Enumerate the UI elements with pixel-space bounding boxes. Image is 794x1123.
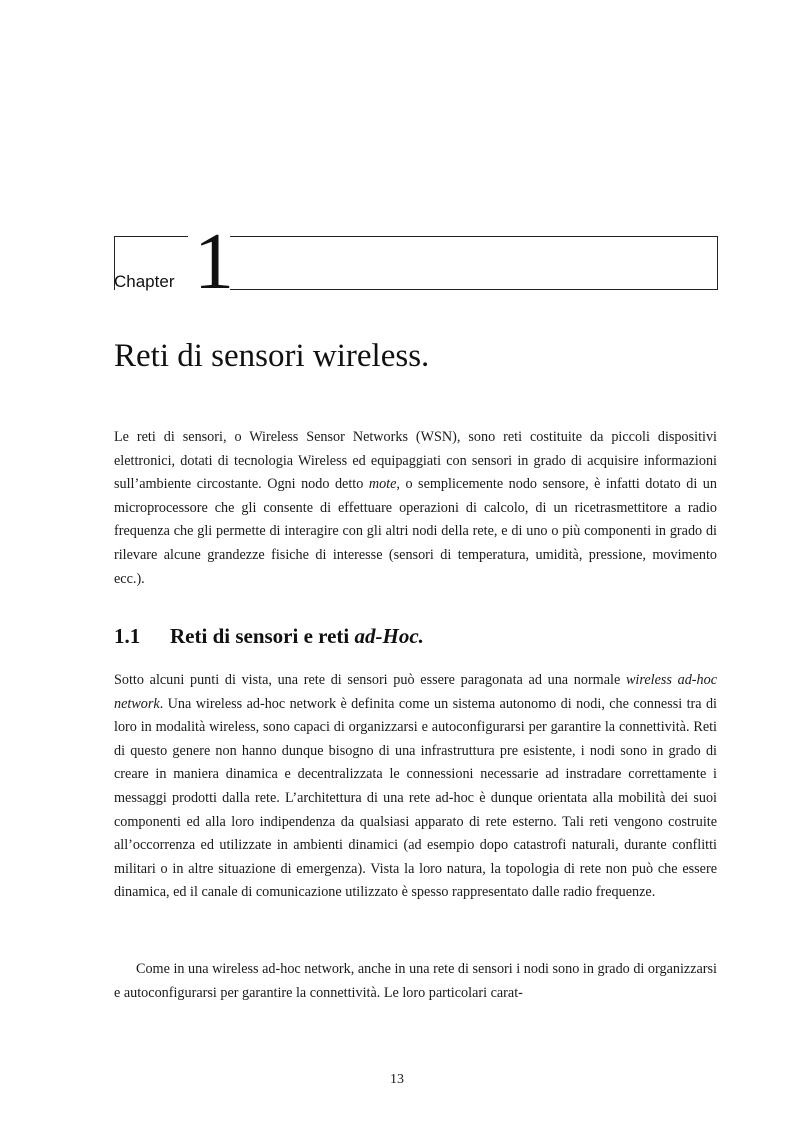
body-paragraph-2: Come in una wireless ad-hoc network, anche in una rete di sensori i nodi sono in grado di organizzarsi e autoconfigurarsi per garantire la connettività. Le loro particolari carat- [114, 961, 717, 1001]
intro-text-part1: Le reti di sensori, o Wireless Sensor Networks (WSN), sono reti costituite da piccoli dispositivi elettronici, dotati di tecnologia Wireless ed equipaggiati con sensori in grado di acquisire informazioni sull’ambiente circostante. Ogni nodo detto [114, 429, 717, 493]
para2-text-part2: . Una wireless ad-hoc network è definita come un sistema autonomo di nodi, che connessi tra di loro in modalità wireless, sono capaci di organizzarsi e autoconfigurarsi per garantire la connettività. Reti di questo genere non hanno dunque bisogno di una infrastruttura pre esistente, i nodi sono in grado di creare in maniera dinamica e decentralizzata le connessioni necessarie ad instradare correttamente i messaggi prodotti dalla rete. L’architettura di una rete ad-hoc è dunque orientata alla mobilità dei suoi componenti ed alla loro indipendenza da qualsiasi apparato di rete esterno. Tali reti vengono costruite all’occorrenza ed utilizzate in ambienti dinamici (ad esempio dopo catastrofi naturali, durante conflitti militari o in altre situazione di emergenza). Vista la loro natura, la topologia di rete non può che essere dinamica, ed il canale di comunicazione utilizzato è spesso rappresentato dalle radio frequenze. [114, 695, 717, 901]
chapter-frame-top-rule [114, 236, 188, 237]
intro-paragraph [114, 426, 717, 591]
intro-emphasis: mote [368, 476, 397, 493]
section-heading [114, 622, 424, 650]
para2-text-part1: Sotto alcuni punti di vista, una rete di sensori può essere paragonata ad una normale [114, 672, 626, 688]
chapter-number: 1 [194, 218, 234, 306]
chapter-label: Chapter [114, 272, 175, 291]
chapter-frame-right-box [230, 236, 718, 290]
intro-text-part2: , o semplicemente nodo sensore, è infatti dotato di un microprocessore che gli consente di effettuare operazioni di calcolo, di un ricetrasmettitore a radio frequenza che gli permette di interagire con gli altri nodi della rete, e di uno o più componenti in grado di rilevare alcune grandezze fisiche di interesse (sensori di temperatura, umidità, pressione, movimento ecc.). [114, 476, 717, 587]
section-title-plain: Reti di sensori e reti [170, 624, 355, 648]
para2-emphasis: wireless ad-hoc network [114, 672, 718, 712]
section-title-emphasis: ad-Hoc. [354, 624, 424, 648]
page-number: 13 [390, 1072, 404, 1087]
section-number: 1.1 [114, 624, 141, 648]
body-paragraph-1 [114, 669, 717, 905]
chapter-title: Reti di sensori wireless. [114, 338, 430, 374]
